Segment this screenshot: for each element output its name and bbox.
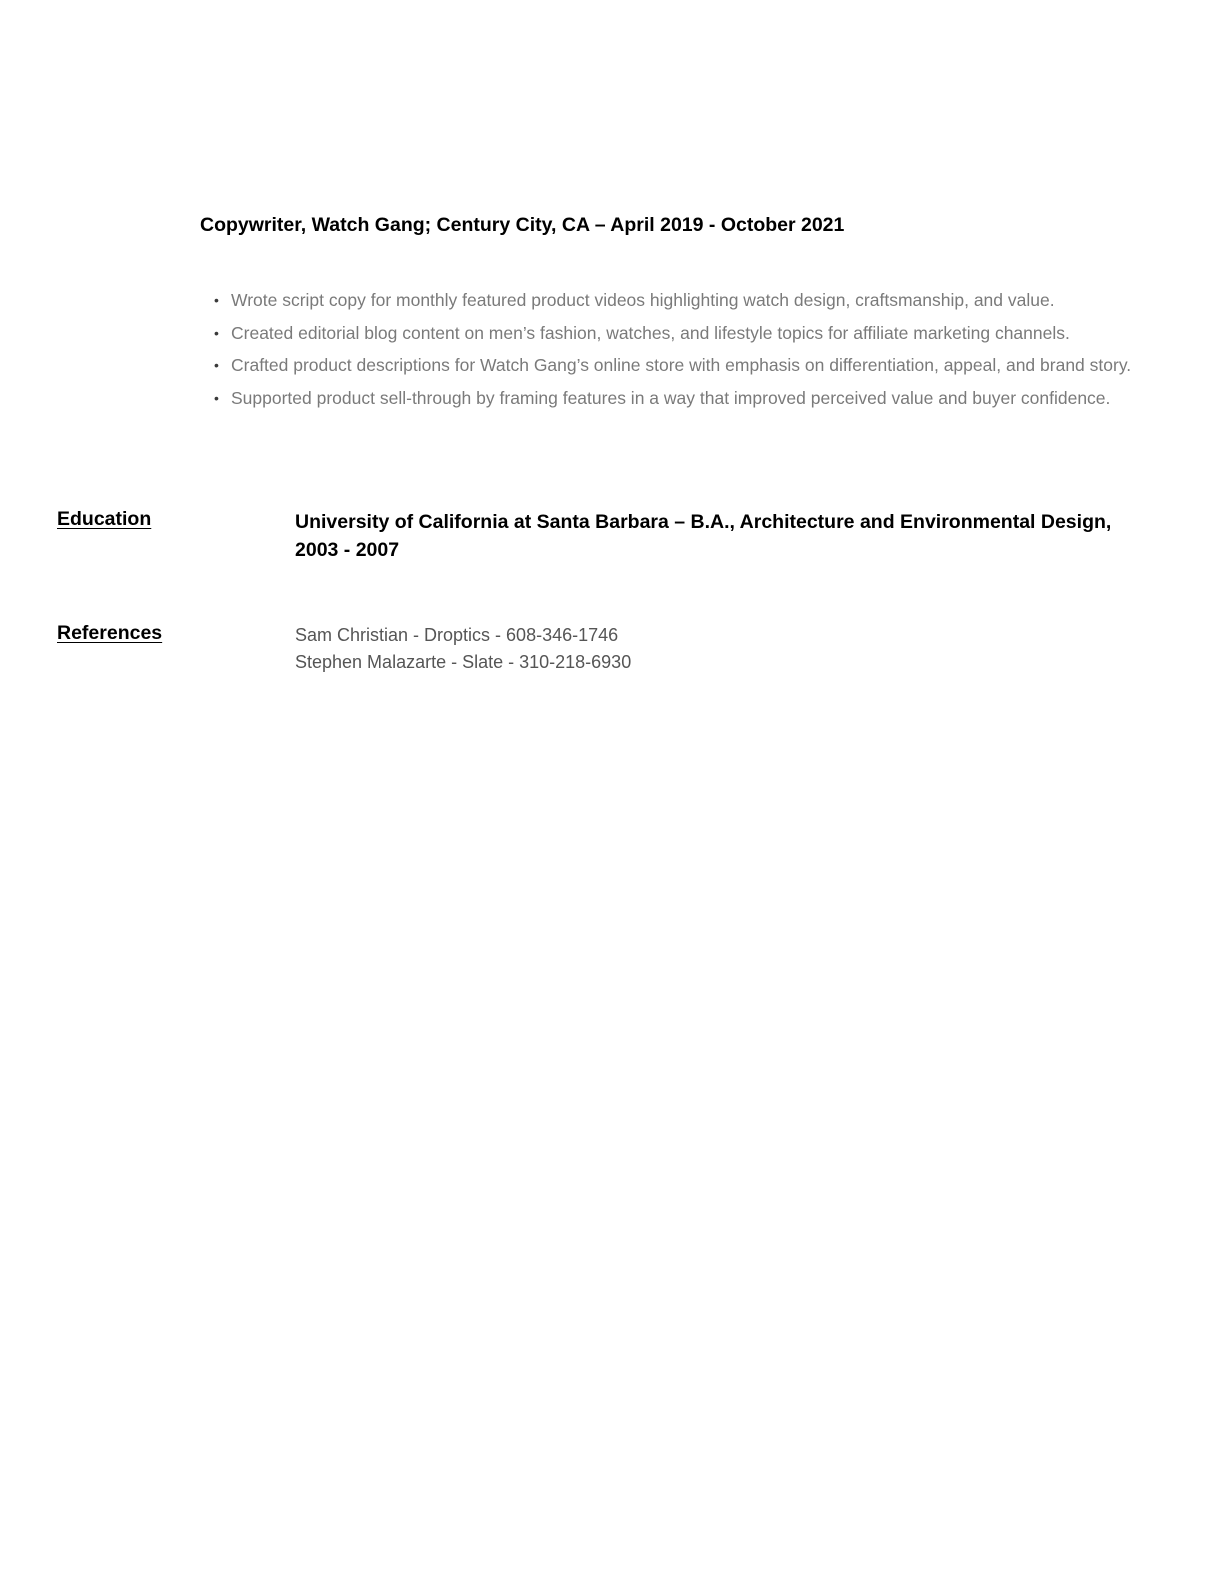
education-heading: Education [57,508,152,530]
education-entry: University of California at Santa Barbara – B.A., Architecture and Environmental Design, 2003 - 2007 [295,511,1112,561]
bullet-dot-icon: • [214,292,219,308]
reference-item: Sam Christian - Droptics - 608-346-1746 [295,625,619,645]
job-bullet-text: Wrote script copy for monthly featured product videos highlighting watch design, craftsmanship, and value. [231,290,1055,310]
job-bullet-text: Crafted product descriptions for Watch Gang’s online store with emphasis on differentiation, appeal, and brand story. [231,355,1132,375]
reference-item: Stephen Malazarte - Slate - 310-218-6930 [295,652,632,672]
job-bullet-item [214,317,1154,350]
job-bullet-text: Supported product sell-through by framing features in a way that improved perceived value and buyer confidence. [231,387,1111,408]
job-bullet-list [214,284,1154,414]
bullet-dot-icon: • [214,357,219,373]
bullet-dot-icon: • [214,324,219,341]
references-heading: References [57,622,163,644]
job-bullet-text: Created editorial blog content on men’s fashion, watches, and lifestyle topics for affiliate marketing channels. [231,322,1070,343]
job-bullet-item [214,349,1154,382]
job-bullet-item [214,284,1154,317]
references-list [295,622,631,676]
bullet-dot-icon: • [214,389,219,406]
job-title: Copywriter, Watch Gang; Century City, CA – April 2019 - October 2021 [200,214,845,236]
job-bullet-item [214,382,1154,415]
